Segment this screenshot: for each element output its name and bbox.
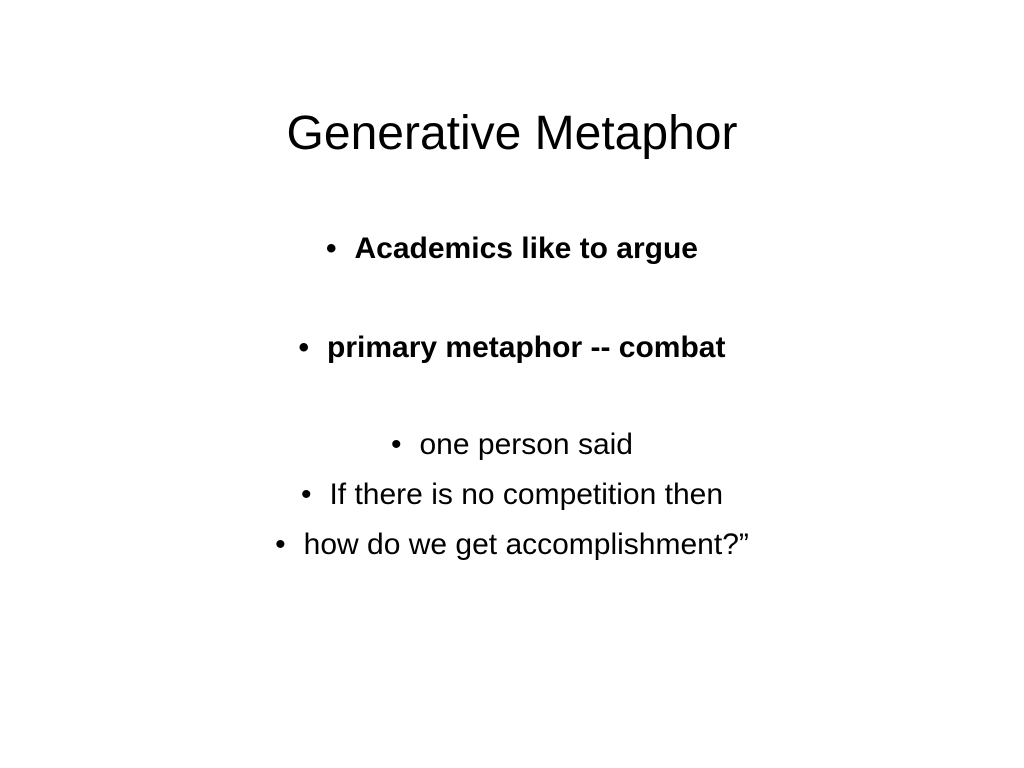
bullet-icon: • — [326, 232, 337, 265]
bullet-text: one person said — [419, 428, 633, 461]
bullet-icon: • — [275, 528, 286, 561]
bullet-text: primary metaphor -- combat — [327, 331, 726, 364]
bullet-icon: • — [300, 478, 312, 511]
bullet-text: how do we get accomplishment?” — [303, 528, 749, 561]
bullet-item — [0, 525, 1024, 565]
bullet-icon: • — [298, 331, 310, 364]
bullet-item — [0, 229, 1024, 269]
bullet-text: Academics like to argue — [354, 232, 698, 265]
bullet-item — [0, 425, 1024, 465]
slide-title: Generative Metaphor — [286, 107, 738, 160]
bullet-item — [0, 328, 1024, 368]
bullet-icon: • — [390, 428, 402, 461]
bullet-text: If there is no competition then — [329, 478, 724, 511]
bullet-item — [0, 475, 1024, 515]
